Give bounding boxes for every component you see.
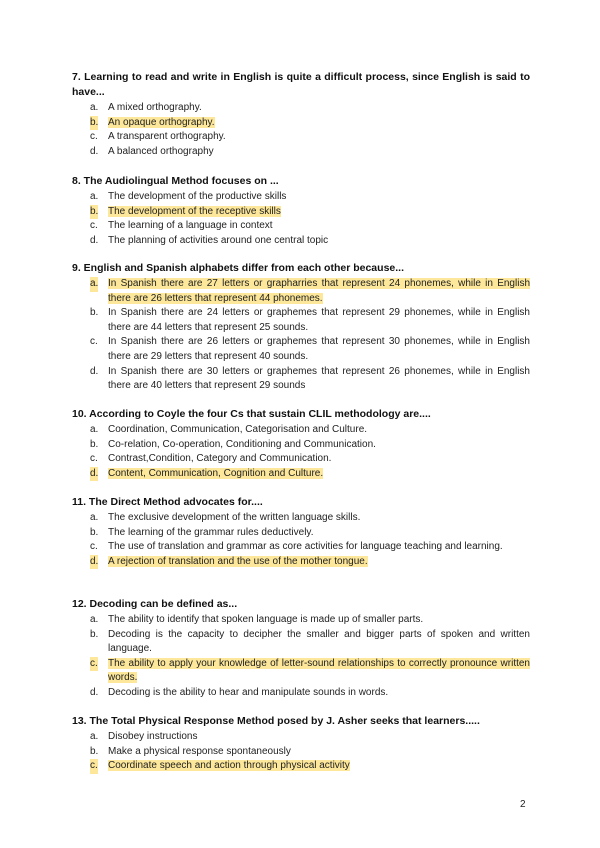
answer-options	[72, 423, 530, 481]
answer-option	[72, 511, 530, 526]
option-letter: b.	[90, 628, 99, 640]
option-text: A balanced orthography	[108, 145, 214, 157]
option-letter: a.	[90, 102, 99, 113]
option-letter: d.	[90, 467, 98, 482]
question-title: 12. Decoding can be defined as...	[72, 598, 238, 610]
option-letter: a.	[90, 731, 99, 742]
question-10	[72, 407, 530, 481]
question-title: 9. English and Spanish alphabets differ from each other because...	[72, 262, 404, 274]
option-text: Make a physical response spontaneously	[108, 745, 291, 757]
answer-options	[72, 277, 530, 394]
answer-options	[72, 511, 530, 569]
option-letter: d.	[90, 555, 98, 570]
option-letter: a.	[90, 424, 99, 435]
option-text: The development of the productive skills	[108, 191, 287, 202]
answer-option	[72, 613, 530, 628]
option-letter: b.	[90, 745, 99, 757]
answer-option	[72, 101, 530, 116]
option-letter: d.	[90, 686, 99, 698]
option-letter: a.	[90, 512, 99, 523]
option-text: A mixed orthography.	[108, 102, 202, 113]
question-9	[72, 261, 530, 394]
option-text: The exclusive development of the written language skills.	[108, 512, 361, 523]
option-letter: d.	[90, 365, 99, 377]
question-title: 11. The Direct Method advocates for....	[72, 496, 263, 508]
question-title: 7. Learning to read and write in English is quite a difficult process, since English is said to have...	[72, 71, 530, 98]
option-text: An opaque orthography.	[108, 116, 215, 128]
option-letter: c.	[90, 453, 98, 465]
answer-option-highlighted	[72, 116, 530, 131]
answer-option	[72, 423, 530, 438]
answer-option-highlighted	[72, 277, 530, 306]
question-title: 10. According to Coyle the four Cs that sustain CLIL methodology are....	[72, 408, 431, 420]
option-letter: b.	[90, 438, 99, 450]
option-text: Co-relation, Co-operation, Conditioning and Communication.	[108, 438, 376, 450]
answer-option-highlighted	[72, 467, 530, 482]
option-text: The ability to apply your knowledge of letter-sound relationships to correctly pronounce written words.	[108, 657, 530, 684]
option-text: Decoding is the ability to hear and manipulate sounds in words.	[108, 686, 389, 698]
question-13	[72, 714, 530, 774]
option-text: Disobey instructions	[108, 731, 198, 742]
question-12	[72, 597, 530, 701]
answer-option	[72, 628, 530, 657]
answer-option-highlighted	[72, 759, 530, 774]
option-letter: c.	[90, 131, 98, 143]
option-letter: d.	[90, 145, 99, 157]
answer-options	[72, 101, 530, 159]
option-text: In Spanish there are 26 letters or graphemes that represent 30 phonemes, while in English there are 29 letters that represent 40 sounds.	[108, 336, 530, 362]
option-text: The development of the receptive skills	[108, 205, 281, 217]
option-letter: a.	[90, 277, 98, 292]
answer-option	[72, 452, 530, 467]
answer-option	[72, 219, 530, 234]
answer-options	[72, 613, 530, 701]
answer-option-highlighted	[72, 205, 530, 220]
option-text: Decoding is the capacity to decipher the smaller and bigger parts of spoken and written language.	[108, 628, 530, 655]
option-text: Coordination, Communication, Categorisation and Culture.	[108, 424, 368, 435]
answer-option	[72, 145, 530, 160]
question-8	[72, 174, 530, 248]
option-letter: c.	[90, 759, 98, 774]
answer-option	[72, 540, 530, 555]
page-number: 2	[520, 799, 526, 810]
question-title: 8. The Audiolingual Method focuses on ...	[72, 175, 279, 187]
option-text: Content, Communication, Cognition and Culture.	[108, 467, 324, 479]
option-text: The learning of the grammar rules deductively.	[108, 526, 314, 538]
answer-option	[72, 526, 530, 541]
option-letter: c.	[90, 541, 98, 553]
answer-option	[72, 130, 530, 145]
option-letter: c.	[90, 336, 98, 348]
question-title: 13. The Total Physical Response Method posed by J. Asher seeks that learners.....	[72, 715, 480, 727]
answer-option	[72, 686, 530, 701]
option-letter: c.	[90, 657, 98, 672]
option-letter: d.	[90, 234, 99, 246]
option-letter: a.	[90, 614, 99, 625]
option-text: The use of translation and grammar as core activities for language teaching and learning.	[108, 541, 503, 553]
option-letter: b.	[90, 526, 99, 538]
option-text: In Spanish there are 24 letters or graphemes that represent 29 phonemes, while in English there are 44 letters that represent 25 sounds.	[108, 307, 530, 333]
option-text: Coordinate speech and action through physical activity	[108, 760, 350, 772]
option-text: Contrast,Condition, Category and Communication.	[108, 453, 332, 465]
answer-option	[72, 306, 530, 335]
question-7	[72, 70, 530, 159]
question-11	[72, 495, 530, 569]
option-letter: a.	[90, 191, 99, 202]
option-text: The ability to identify that spoken language is made up of smaller parts.	[108, 614, 424, 625]
option-text: The learning of a language in context	[108, 220, 273, 232]
option-text: The planning of activities around one central topic	[108, 234, 329, 246]
option-letter: b.	[90, 307, 99, 319]
answer-options	[72, 730, 530, 774]
option-text: In Spanish there are 27 letters or grapharries that represent 24 phonemes, while in English there are 26 letters that represent 44 phonemes.	[108, 278, 530, 304]
answer-option	[72, 438, 530, 453]
answer-option	[72, 365, 530, 394]
option-letter: c.	[90, 220, 98, 232]
option-letter: b.	[90, 116, 98, 131]
answer-option	[72, 730, 530, 745]
option-text: In Spanish there are 30 letters or graphemes that represent 26 phonemes, while in English there are 40 letters that represent 29 sounds	[108, 365, 530, 392]
answer-options	[72, 190, 530, 248]
answer-option-highlighted	[72, 555, 530, 570]
answer-option	[72, 335, 530, 364]
answer-option	[72, 190, 530, 205]
option-text: A rejection of translation and the use of the mother tongue.	[108, 555, 368, 567]
answer-option	[72, 234, 530, 249]
option-text: A transparent orthography.	[108, 131, 226, 143]
answer-option	[72, 745, 530, 760]
option-letter: b.	[90, 205, 98, 220]
answer-option-highlighted	[72, 657, 530, 686]
